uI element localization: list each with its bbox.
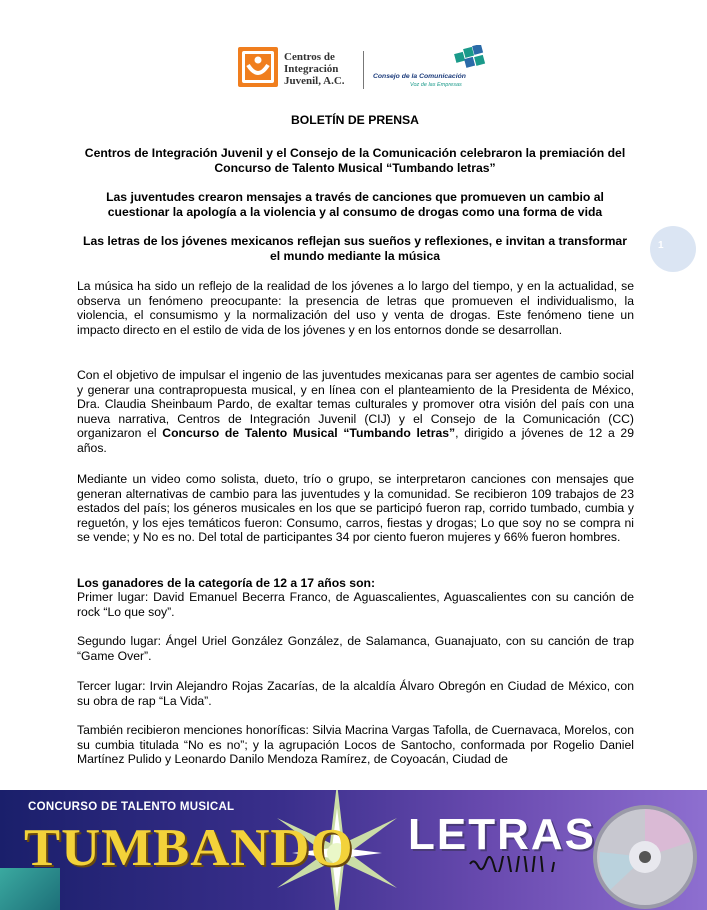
page-number-badge xyxy=(650,226,696,272)
subheadline-1: Las juventudes crearon mensajes a través de canciones que promueven un cambio al cuestionar la apología a la violencia y al consumo de drogas como una forma de vida xyxy=(106,190,604,219)
cc-logo-icon xyxy=(453,45,487,71)
banner-word-tumbando: TUMBANDO xyxy=(24,819,354,877)
header-logos xyxy=(238,45,498,93)
paragraph-1: La música ha sido un reflejo de la realidad de los jóvenes a lo largo del tiempo, y en la actualidad, se observa un fenómeno preocupante: la presencia de letras que promueven el individualismo, la violencia, el consumismo y la normalización del uso y venta de drogas. Este fenómeno tiene un impacto directo en el estilo de vida de los jóvenes y en los entornos donde se desarrollan. xyxy=(77,279,634,337)
cij-logo-text: Centros de Integración Juvenil, A.C. xyxy=(284,51,345,87)
page-number: 1 xyxy=(658,240,664,251)
paragraph-3: Mediante un video como solista, dueto, trío o grupo, se interpretaron canciones con mensajes que generan alternativas de cambio para las juventudes y la comunidad. Se recibieron 109 trabajos de 23 estados del país; los géneros musicales en los que se participó fueron rap, corrido tumbado, cumbia y reguetón, y los ejes temáticos fueron: Consumo, carros, fiestas y drogas; Lo que soy no se compra ni se vende; y No es no. Del total de participantes 34 por ciento fueron mujeres y 66% fueron hombres. xyxy=(77,472,634,545)
subheadline-2: Las letras de los jóvenes mexicanos reflejan sus sueños y reflexiones, e invitan a transformar el mundo mediante la música xyxy=(83,234,627,263)
honorable-mentions: También recibieron menciones honoríficas: Silvia Macrina Vargas Tafolla, de Cuernavaca, Morelos, con su cumbia titulada “No es no”; y la agrupación Locos de Santocho, conformada por Rogelio Daniel Martínez Pulido y Leonardo Danilo Mendoza Ramírez, de Coyoacán, Ciudad de xyxy=(77,723,634,767)
first-place: Primer lugar: David Emanuel Becerra Franco, de Aguascalientes, Aguascalientes con su canción de rock “Lo que soy”. xyxy=(77,590,634,619)
third-place: Tercer lugar: Irvin Alejandro Rojas Zacarías, de la alcaldía Álvaro Obregón en Ciudad de México, con su obra de rap “La Vida”. xyxy=(77,679,634,708)
headline: Centros de Integración Juvenil y el Consejo de la Comunicación celebraron la premiación del Concurso de Talento Musical “Tumbando letras” xyxy=(84,146,626,175)
banner-word-letras: LETRAS xyxy=(408,810,596,859)
cc-logo-text: Consejo de la Comunicación xyxy=(373,73,466,80)
cij-logo-icon xyxy=(238,47,278,87)
contest-banner xyxy=(0,790,707,910)
logo-divider xyxy=(363,51,364,89)
banner-top-text: CONCURSO DE TALENTO MUSICAL xyxy=(28,801,235,813)
winners-heading: Los ganadores de la categoría de 12 a 17 años son: xyxy=(77,576,376,590)
cd-disc-icon xyxy=(590,802,700,910)
cc-logo-subtext: Voz de las Empresas xyxy=(410,82,462,88)
paragraph-2-text-a: Con el objetivo de impulsar el ingenio de las juventudes mexicanas para ser agentes de cambio social y generar una contrapropuesta musical, y en línea con el planteamiento de la Presidenta de México, Dra. Claudia Sheinbaum Pardo, de exaltar temas culturales y promover otra visión del país con una nueva narrativa, Centros de Integración Juvenil (CIJ) y el Consejo de la Comunicación (CC) organizaron el xyxy=(77,368,634,441)
paragraph-2 xyxy=(77,368,634,456)
document-label: BOLETÍN DE PRENSA xyxy=(291,113,419,127)
paragraph-2-text-b: , dirigido a jóvenes de 12 a 29 años. xyxy=(77,426,634,455)
contest-name: Concurso de Talento Musical “Tumbando letras” xyxy=(162,426,456,441)
second-place: Segundo lugar: Ángel Uriel González González, de Salamanca, Guanajuato, con su canción de trap “Game Over”. xyxy=(77,634,634,663)
scribble-decoration xyxy=(468,856,558,872)
